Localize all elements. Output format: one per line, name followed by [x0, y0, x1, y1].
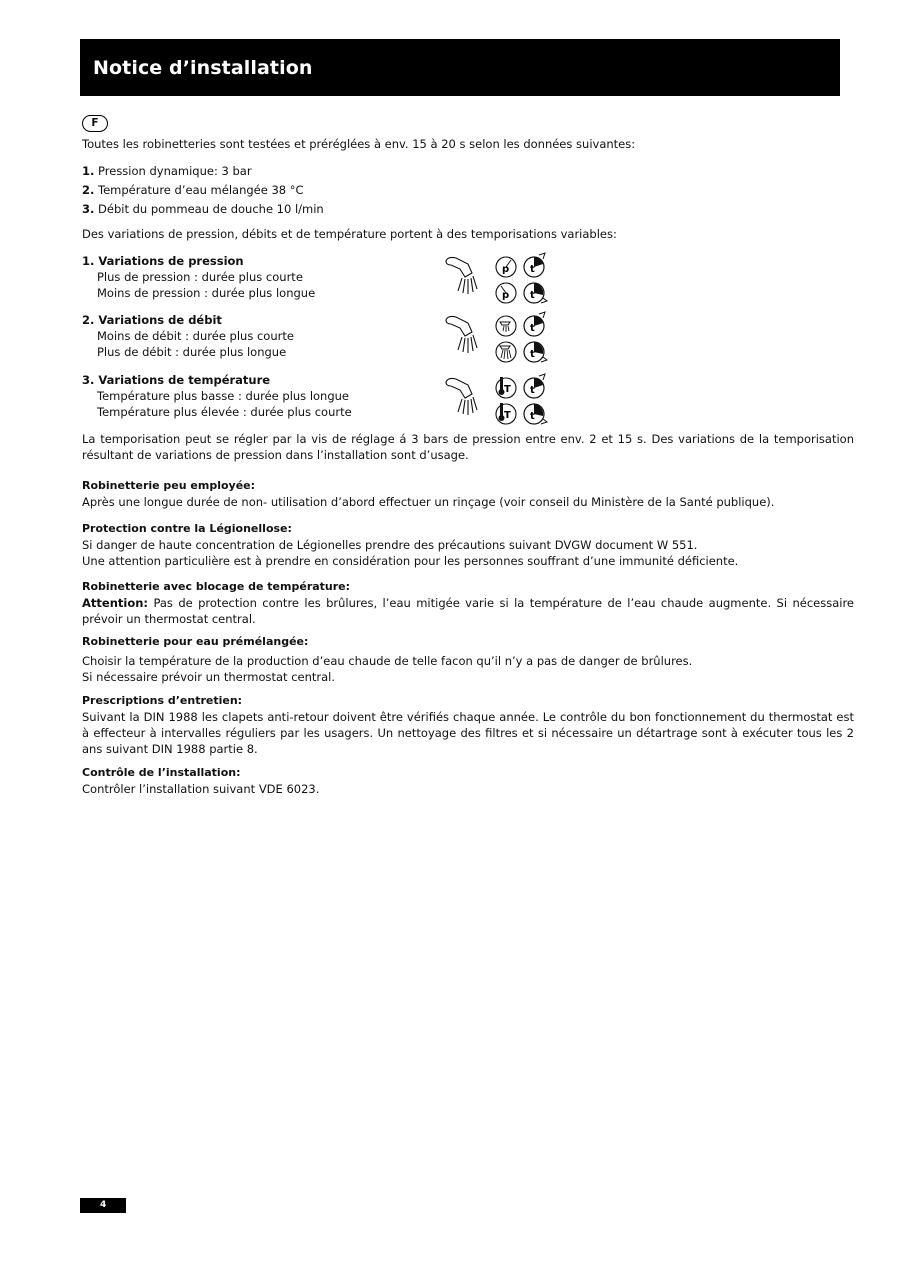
variation-block: [82, 372, 352, 420]
condition-item: [82, 163, 252, 179]
condition-item: [82, 182, 304, 198]
variations-intro: Des variations de pression, débits et de température portent à des temporisations variables:: [82, 227, 617, 241]
shower-head-icon: [446, 257, 477, 294]
svg-text:t: t: [530, 411, 535, 422]
variation-block: [82, 253, 315, 301]
shower-head-icon: [446, 316, 477, 353]
svg-text:p: p: [502, 264, 510, 275]
header-bar: [80, 39, 840, 96]
svg-text:t: t: [530, 290, 535, 301]
variation-title: 2. Variations de débit: [82, 313, 222, 327]
section-body: Suivant la DIN 1988 les clapets anti-retour doivent être vérifiés chaque année. Le contrôle du bon fonctionnement du thermostat est à effecteur à intervalles réguliers par les usagers. Un nettoyage des filtres et si nécessaire un détartrage sont à exécuter tous les 2 ans suivant DIN 1988 partie 8.: [82, 710, 854, 756]
temperature-icons: [442, 372, 554, 428]
variation-line: Température plus basse : durée plus longue: [97, 389, 350, 403]
thermometer-icon: [496, 377, 516, 424]
svg-text:T: T: [504, 410, 511, 421]
variation-block: [82, 312, 294, 360]
adjustment-text: La temporisation peut se régler par la vis de réglage á 3 bars de pression entre env. 2 et 15 s. Des variations de la temporisation résultant de variations de pression dans l’installation sont d’usage.: [82, 432, 854, 462]
condition-text: Pression dynamique: 3 bar: [98, 164, 252, 178]
section-body: Pas de protection contre les brûlures, l’eau mitigée varie si la température de l’eau chaude augmente. Si nécessaire prévoir un thermostat central.: [82, 596, 854, 626]
svg-text:t: t: [530, 385, 535, 396]
variation-title: 1. Variations de pression: [82, 254, 244, 268]
variation-line: Plus de pression : durée plus courte: [97, 270, 303, 284]
variation-line: Température plus élevée : durée plus courte: [97, 405, 352, 419]
section-title: Robinetterie peu employée:: [82, 479, 256, 492]
section-title: Prescriptions d’entretien:: [82, 694, 243, 707]
pressure-icons: [442, 251, 554, 307]
section-title: Robinetterie avec blocage de température:: [82, 580, 351, 593]
section-body: Une attention particulière est à prendre en considération pour les personnes souffrant d’une immunité déficiente.: [82, 554, 739, 568]
page-title: Notice d’installation: [93, 56, 313, 79]
section-title: Protection contre la Légionellose:: [82, 522, 292, 535]
section-maintenance: [82, 693, 854, 757]
variation-line: Moins de pression : durée plus longue: [97, 286, 316, 300]
section-installation-check: [82, 765, 854, 797]
condition-number: 2.: [82, 183, 95, 197]
attention-label: Attention:: [82, 596, 149, 610]
timer-icon: [524, 312, 547, 362]
section-premixed: [82, 634, 854, 685]
intro-text: Toutes les robinetteries sont testées et préréglées à env. 15 à 20 s selon les données suivantes:: [82, 137, 636, 151]
flow-icons: [442, 310, 554, 366]
section-body: Si danger de haute concentration de Légionelles prendre des précautions suivant DVGW document W 551.: [82, 538, 698, 552]
shower-head-icon: [446, 378, 477, 415]
timer-icon: [524, 253, 547, 303]
variation-title: 3. Variations de température: [82, 373, 271, 387]
section-body: Après une longue durée de non- utilisation d’abord effectuer un rinçage (voir conseil du Ministère de la Santé publique).: [82, 495, 775, 509]
variation-line: Moins de débit : durée plus courte: [97, 329, 294, 343]
svg-text:T: T: [504, 384, 511, 395]
flow-meter-icon: [496, 316, 516, 362]
svg-text:t: t: [530, 264, 535, 275]
section-title: Robinetterie pour eau prémélangée:: [82, 635, 309, 648]
section-body: Si nécessaire prévoir un thermostat central.: [82, 670, 336, 684]
condition-text: Débit du pommeau de douche 10 l/min: [98, 202, 324, 216]
pressure-gauge-icon: [496, 257, 516, 303]
language-badge: F: [82, 115, 108, 132]
section-rarely-used: [82, 478, 854, 510]
condition-number: 1.: [82, 164, 95, 178]
section-title: Contrôle de l’installation:: [82, 766, 241, 779]
section-body: Choisir la température de la production d’eau chaude de telle facon qu’il n’y a pas de danger de brûlures.: [82, 654, 693, 668]
condition-number: 3.: [82, 202, 95, 216]
timer-icon: [524, 374, 547, 424]
section-temperature-lock: [82, 579, 854, 627]
section-body: Contrôler l’installation suivant VDE 6023.: [82, 782, 320, 796]
section-legionella: [82, 521, 854, 569]
svg-text:p: p: [502, 290, 510, 301]
svg-text:t: t: [530, 349, 535, 360]
condition-text: Température d’eau mélangée 38 °C: [98, 183, 304, 197]
svg-text:t: t: [530, 323, 535, 334]
variation-line: Plus de débit : durée plus longue: [97, 345, 287, 359]
page-number: 4: [80, 1198, 126, 1213]
condition-item: [82, 201, 324, 217]
